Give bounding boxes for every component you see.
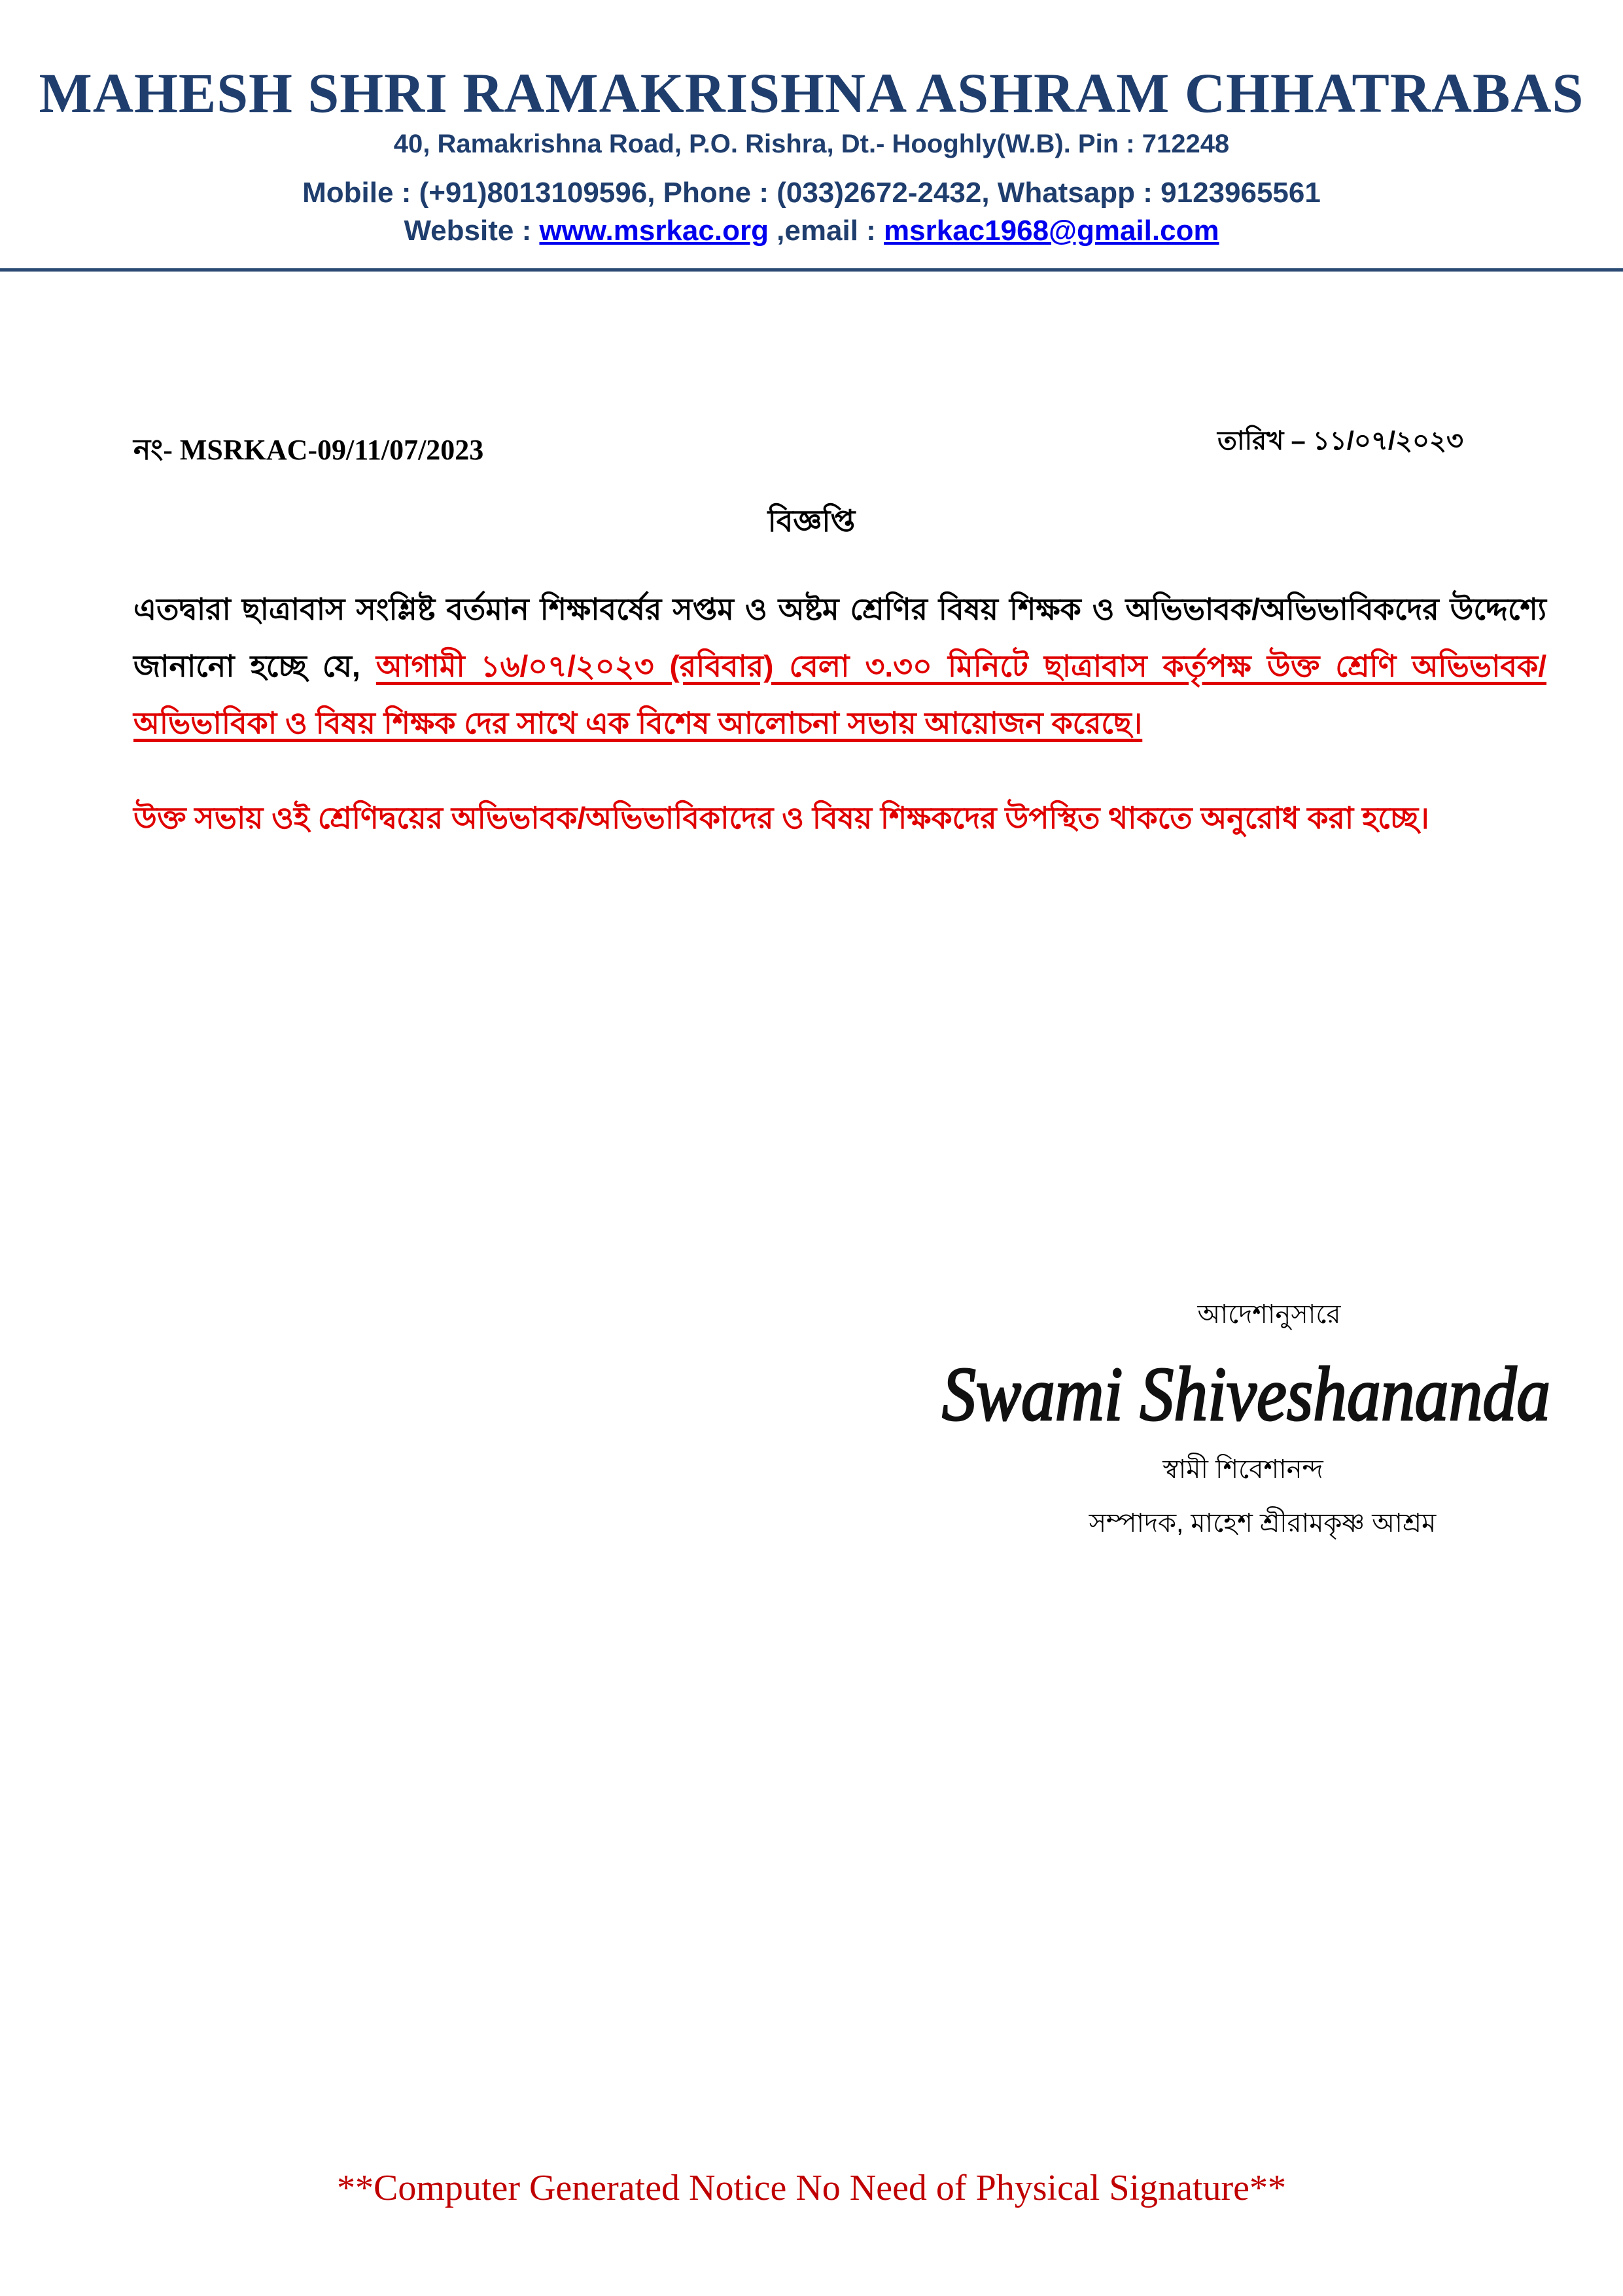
by-order-label: আদেশানুসারে: [1197, 1300, 1341, 1329]
email-link[interactable]: msrkac1968@gmail.com: [884, 215, 1219, 247]
website-link[interactable]: www.msrkac.org: [539, 215, 769, 247]
footer-note: **Computer Generated Notice No Need of Physical Signature**: [337, 2168, 1286, 2208]
notice-heading: বিজ্ঞপ্তি: [767, 504, 856, 538]
notice-paragraph: [133, 581, 1546, 752]
organization-address: 40, Ramakrishna Road, P.O. Rishra, Dt.- Hooghly(W.B). Pin : 712248: [393, 130, 1230, 158]
contact-numbers: Mobile : (+91)8013109596, Phone : (033)2672-2432, Whatsapp : 9123965561: [302, 177, 1321, 209]
paragraph-text: এতদ্বারা ছাত্রাবাস সংশ্লিষ্ট বর্তমান শিক্ষাবর্ষের সপ্তম ও অষ্টম শ্রেণির বিষয় শিক্ষক ও অভিভাবক/অভিভাবিকদের উদ্দেশ্যে জানানো হচ্ছে যে,: [133, 592, 1546, 683]
email-label: ,email :: [768, 215, 884, 247]
attendance-request: উক্ত সভায় ওই শ্রেণিদ্বয়ের অভিভাবক/অভিভাবিকাদের ও বিষয় শিক্ষকদের উপস্থিত থাকতে অনুরোধ করা হচ্ছে।: [133, 801, 1429, 835]
reference-number: নং- MSRKAC-09/11/07/2023: [133, 434, 484, 466]
signatory-designation: সম্পাদক, মাহেশ শ্রীরামকৃষ্ণ আশ্রম: [1089, 1509, 1437, 1538]
web-contacts: [0, 215, 1623, 247]
organization-title: MAHESH SHRI RAMAKRISHNA ASHRAM CHHATRABAS: [39, 62, 1584, 124]
website-label: Website :: [404, 215, 540, 247]
signatory-name: স্বামী শিবেশানন্দ: [1162, 1455, 1323, 1484]
notice-date: তারিখ – ১১/০৭/২০২৩: [1217, 427, 1463, 455]
signature-text: Swami Shiveshananda: [942, 1351, 1550, 1437]
meeting-details: আগামী ১৬/০৭/২০২৩ (রবিবার) বেলা ৩.৩০ মিনিটে ছাত্রাবাস কর্তৃপক্ষ উক্ত শ্রেণি অভিভাবক/অভিভাবিকা ও বিষয় শিক্ষক দের সাথে এক বিশেষ আলোচনা সভায় আয়োজন করেছে।: [133, 649, 1546, 740]
signature-image: [935, 1348, 1563, 1446]
header-divider: [0, 268, 1623, 272]
